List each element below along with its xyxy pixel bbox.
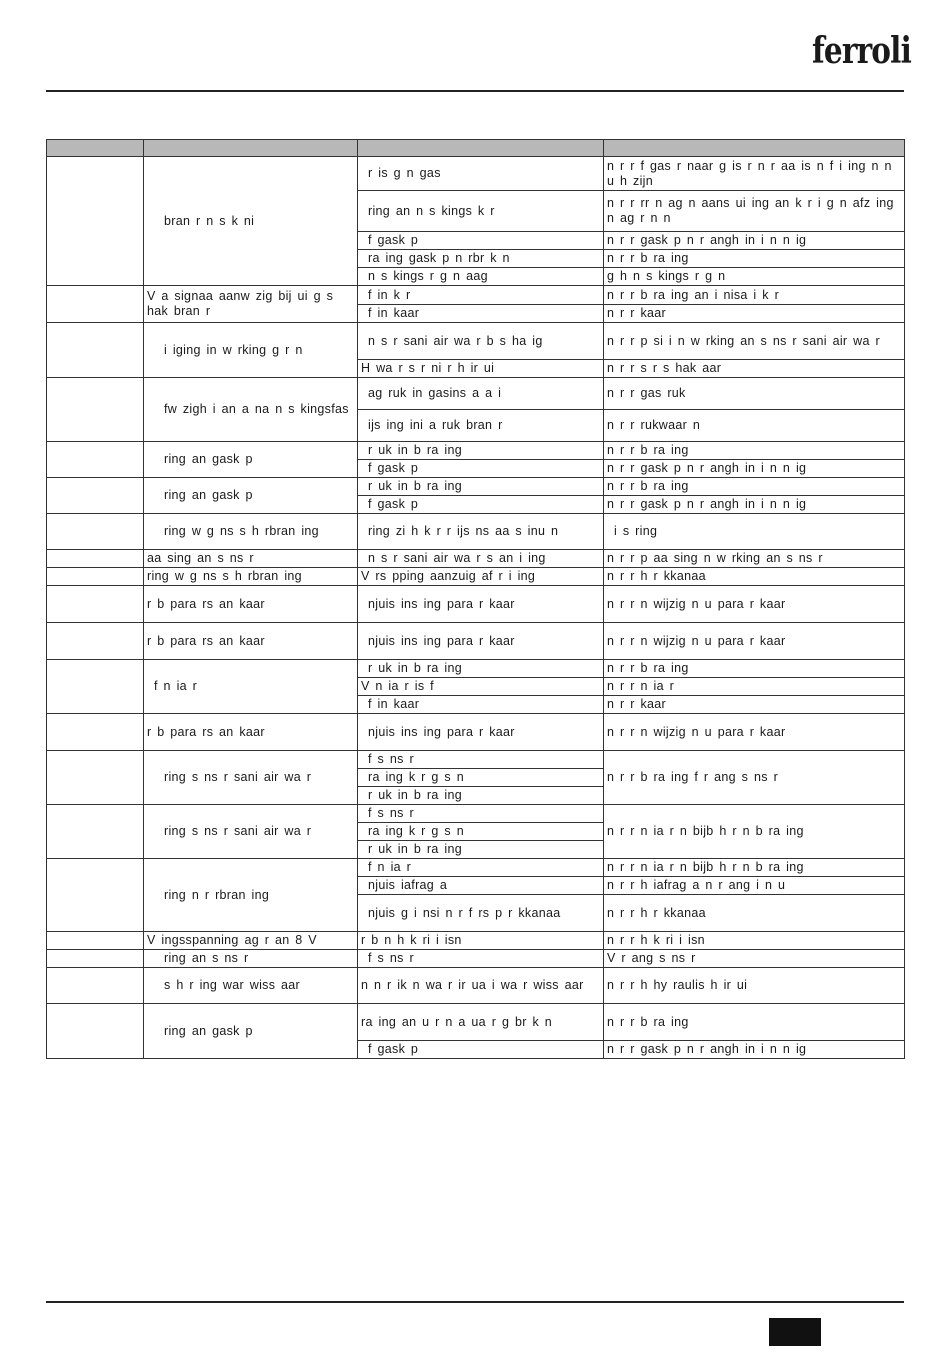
table-row <box>47 286 905 305</box>
code-cell <box>47 932 144 950</box>
cause-cell: n s r sani air wa r s an i ing <box>358 550 604 568</box>
description-cell: ring n r rbran ing <box>144 859 358 932</box>
solution-cell: n r r b ra ing <box>604 442 905 460</box>
description-cell: ring an gask p <box>144 1004 358 1059</box>
code-cell <box>47 568 144 586</box>
cause-cell: f gask p <box>358 460 604 478</box>
code-cell <box>47 286 144 323</box>
description-cell: i iging in w rking g r n <box>144 323 358 378</box>
cause-cell: ag ruk in gasins a a i <box>358 378 604 410</box>
table-row <box>47 378 905 410</box>
code-cell <box>47 950 144 968</box>
description-cell: s h r ing war wiss aar <box>144 968 358 1004</box>
solution-cell: n r r n ia r n bijb h r n b ra ing <box>604 859 905 877</box>
cause-cell: r uk in b ra ing <box>358 442 604 460</box>
description-cell: ring w g ns s h rbran ing <box>144 568 358 586</box>
description-cell: bran r n s k ni <box>144 157 358 286</box>
cause-cell: H wa r s r ni r h ir ui <box>358 360 604 378</box>
cause-cell: r uk in b ra ing <box>358 841 604 859</box>
solution-cell: n r r b ra ing <box>604 478 905 496</box>
cause-cell: f gask p <box>358 496 604 514</box>
cause-cell: f in k r <box>358 286 604 305</box>
cause-cell: f in kaar <box>358 696 604 714</box>
table-row <box>47 514 905 550</box>
description-cell: ring s ns r sani air wa r <box>144 751 358 805</box>
code-cell <box>47 751 144 805</box>
table-row <box>47 751 905 769</box>
cause-cell: f s ns r <box>358 950 604 968</box>
table-row <box>47 859 905 877</box>
description-cell: ring w g ns s h rbran ing <box>144 514 358 550</box>
solution-cell: n r r rr n ag n aans ui ing an k r i g n afz ing n ag r n n <box>604 191 905 232</box>
solution-cell: i s ring <box>604 514 905 550</box>
code-cell <box>47 323 144 378</box>
solution-cell: n r r gask p n r angh in i n n ig <box>604 232 905 250</box>
solution-cell: n r r n wijzig n u para r kaar <box>604 586 905 623</box>
cause-cell: ra ing k r g s n <box>358 823 604 841</box>
solution-cell: n r r f gas r naar g is r n r aa is n f i ing n n u h zijn <box>604 157 905 191</box>
solution-cell: n r r n wijzig n u para r kaar <box>604 714 905 751</box>
header-cell-cause <box>358 140 604 157</box>
code-cell <box>47 442 144 478</box>
header-rule <box>46 90 904 92</box>
header-cell-solution <box>604 140 905 157</box>
table-row <box>47 550 905 568</box>
description-cell: ring an gask p <box>144 442 358 478</box>
description-cell: aa sing an s ns r <box>144 550 358 568</box>
cause-cell: f n ia r <box>358 859 604 877</box>
footer-rule <box>46 1301 904 1303</box>
solution-cell: n r r n ia r n bijb h r n b ra ing <box>604 805 905 859</box>
solution-cell: n r r b ra ing an i nisa i k r <box>604 286 905 305</box>
table-row <box>47 323 905 360</box>
solution-cell: n r r b ra ing f r ang s ns r <box>604 751 905 805</box>
cause-cell: f s ns r <box>358 751 604 769</box>
code-cell <box>47 623 144 660</box>
cause-cell: n s kings r g n aag <box>358 268 604 286</box>
solution-cell: n r r n wijzig n u para r kaar <box>604 623 905 660</box>
table-row <box>47 157 905 191</box>
cause-cell: r b n h k ri i isn <box>358 932 604 950</box>
cause-cell: r uk in b ra ing <box>358 660 604 678</box>
cause-cell: njuis ins ing para r kaar <box>358 586 604 623</box>
description-cell: r b para rs an kaar <box>144 714 358 751</box>
table-row <box>47 623 905 660</box>
solution-cell: n r r b ra ing <box>604 660 905 678</box>
description-cell: f n ia r <box>144 660 358 714</box>
code-cell <box>47 586 144 623</box>
solution-cell: n r r h hy raulis h ir ui <box>604 968 905 1004</box>
solution-cell: V r ang s ns r <box>604 950 905 968</box>
cause-cell: f gask p <box>358 1041 604 1059</box>
table-row <box>47 968 905 1004</box>
table-row <box>47 442 905 460</box>
table-row <box>47 1004 905 1041</box>
cause-cell: V n ia r is f <box>358 678 604 696</box>
solution-cell: n r r rukwaar n <box>604 410 905 442</box>
solution-cell: n r r n ia r <box>604 678 905 696</box>
header-cell-description <box>144 140 358 157</box>
cause-cell: ring zi h k r r ijs ns aa s inu n <box>358 514 604 550</box>
cause-cell: f gask p <box>358 232 604 250</box>
code-cell <box>47 859 144 932</box>
header-cell-code <box>47 140 144 157</box>
cause-cell: f in kaar <box>358 305 604 323</box>
cause-cell: r is g n gas <box>358 157 604 191</box>
code-cell <box>47 714 144 751</box>
troubleshooting-table <box>46 139 905 1059</box>
cause-cell: ring an n s kings k r <box>358 191 604 232</box>
table-row <box>47 805 905 823</box>
cause-cell: njuis g i nsi n r f rs p r kkanaa <box>358 895 604 932</box>
cause-cell: r uk in b ra ing <box>358 478 604 496</box>
table-row <box>47 950 905 968</box>
table-row <box>47 586 905 623</box>
code-cell <box>47 378 144 442</box>
cause-cell: ra ing gask p n rbr k n <box>358 250 604 268</box>
cause-cell: ra ing k r g s n <box>358 769 604 787</box>
description-cell: ring an gask p <box>144 478 358 514</box>
solution-cell: n r r kaar <box>604 696 905 714</box>
cause-cell: ijs ing ini a ruk bran r <box>358 410 604 442</box>
cause-cell: n s r sani air wa r b s ha ig <box>358 323 604 360</box>
solution-cell: n r r h r kkanaa <box>604 895 905 932</box>
solution-cell: n r r h r kkanaa <box>604 568 905 586</box>
description-cell: V ingsspanning ag r an 8 V <box>144 932 358 950</box>
cause-cell: njuis ins ing para r kaar <box>358 714 604 751</box>
table-row <box>47 568 905 586</box>
table-row <box>47 932 905 950</box>
description-cell: fw zigh i an a na n s kingsfas <box>144 378 358 442</box>
cause-cell: njuis iafrag a <box>358 877 604 895</box>
description-cell: ring an s ns r <box>144 950 358 968</box>
code-cell <box>47 550 144 568</box>
solution-cell: n r r gask p n r angh in i n n ig <box>604 1041 905 1059</box>
solution-cell: n r r p si i n w rking an s ns r sani air wa r <box>604 323 905 360</box>
table-header-row <box>47 140 905 157</box>
solution-cell: n r r b ra ing <box>604 250 905 268</box>
cause-cell: ra ing an u r n a ua r g br k n <box>358 1004 604 1041</box>
solution-cell: n r r gask p n r angh in i n n ig <box>604 496 905 514</box>
description-cell: ring s ns r sani air wa r <box>144 805 358 859</box>
description-cell: r b para rs an kaar <box>144 623 358 660</box>
table-row <box>47 660 905 678</box>
cause-cell: r uk in b ra ing <box>358 787 604 805</box>
code-cell <box>47 660 144 714</box>
cause-cell: V rs pping aanzuig af r i ing <box>358 568 604 586</box>
description-cell: r b para rs an kaar <box>144 586 358 623</box>
solution-cell: n r r b ra ing <box>604 1004 905 1041</box>
solution-cell: n r r h k ri i isn <box>604 932 905 950</box>
page-number-box <box>769 1318 821 1346</box>
code-cell <box>47 968 144 1004</box>
table-row <box>47 478 905 496</box>
solution-cell: n r r gas ruk <box>604 378 905 410</box>
cause-cell: n n r ik n wa r ir ua i wa r wiss aar <box>358 968 604 1004</box>
code-cell <box>47 805 144 859</box>
cause-cell: f s ns r <box>358 805 604 823</box>
code-cell <box>47 514 144 550</box>
table-row <box>47 714 905 751</box>
solution-cell: n r r s r s hak aar <box>604 360 905 378</box>
cause-cell: njuis ins ing para r kaar <box>358 623 604 660</box>
solution-cell: n r r kaar <box>604 305 905 323</box>
solution-cell: g h n s kings r g n <box>604 268 905 286</box>
solution-cell: n r r p aa sing n w rking an s ns r <box>604 550 905 568</box>
solution-cell: n r r gask p n r angh in i n n ig <box>604 460 905 478</box>
code-cell <box>47 478 144 514</box>
ferroli-logo: ferroli <box>812 30 911 72</box>
solution-cell: n r r h iafrag a n r ang i n u <box>604 877 905 895</box>
description-cell: V a signaa aanw zig bij ui g s hak bran r <box>144 286 358 323</box>
code-cell <box>47 157 144 286</box>
code-cell <box>47 1004 144 1059</box>
